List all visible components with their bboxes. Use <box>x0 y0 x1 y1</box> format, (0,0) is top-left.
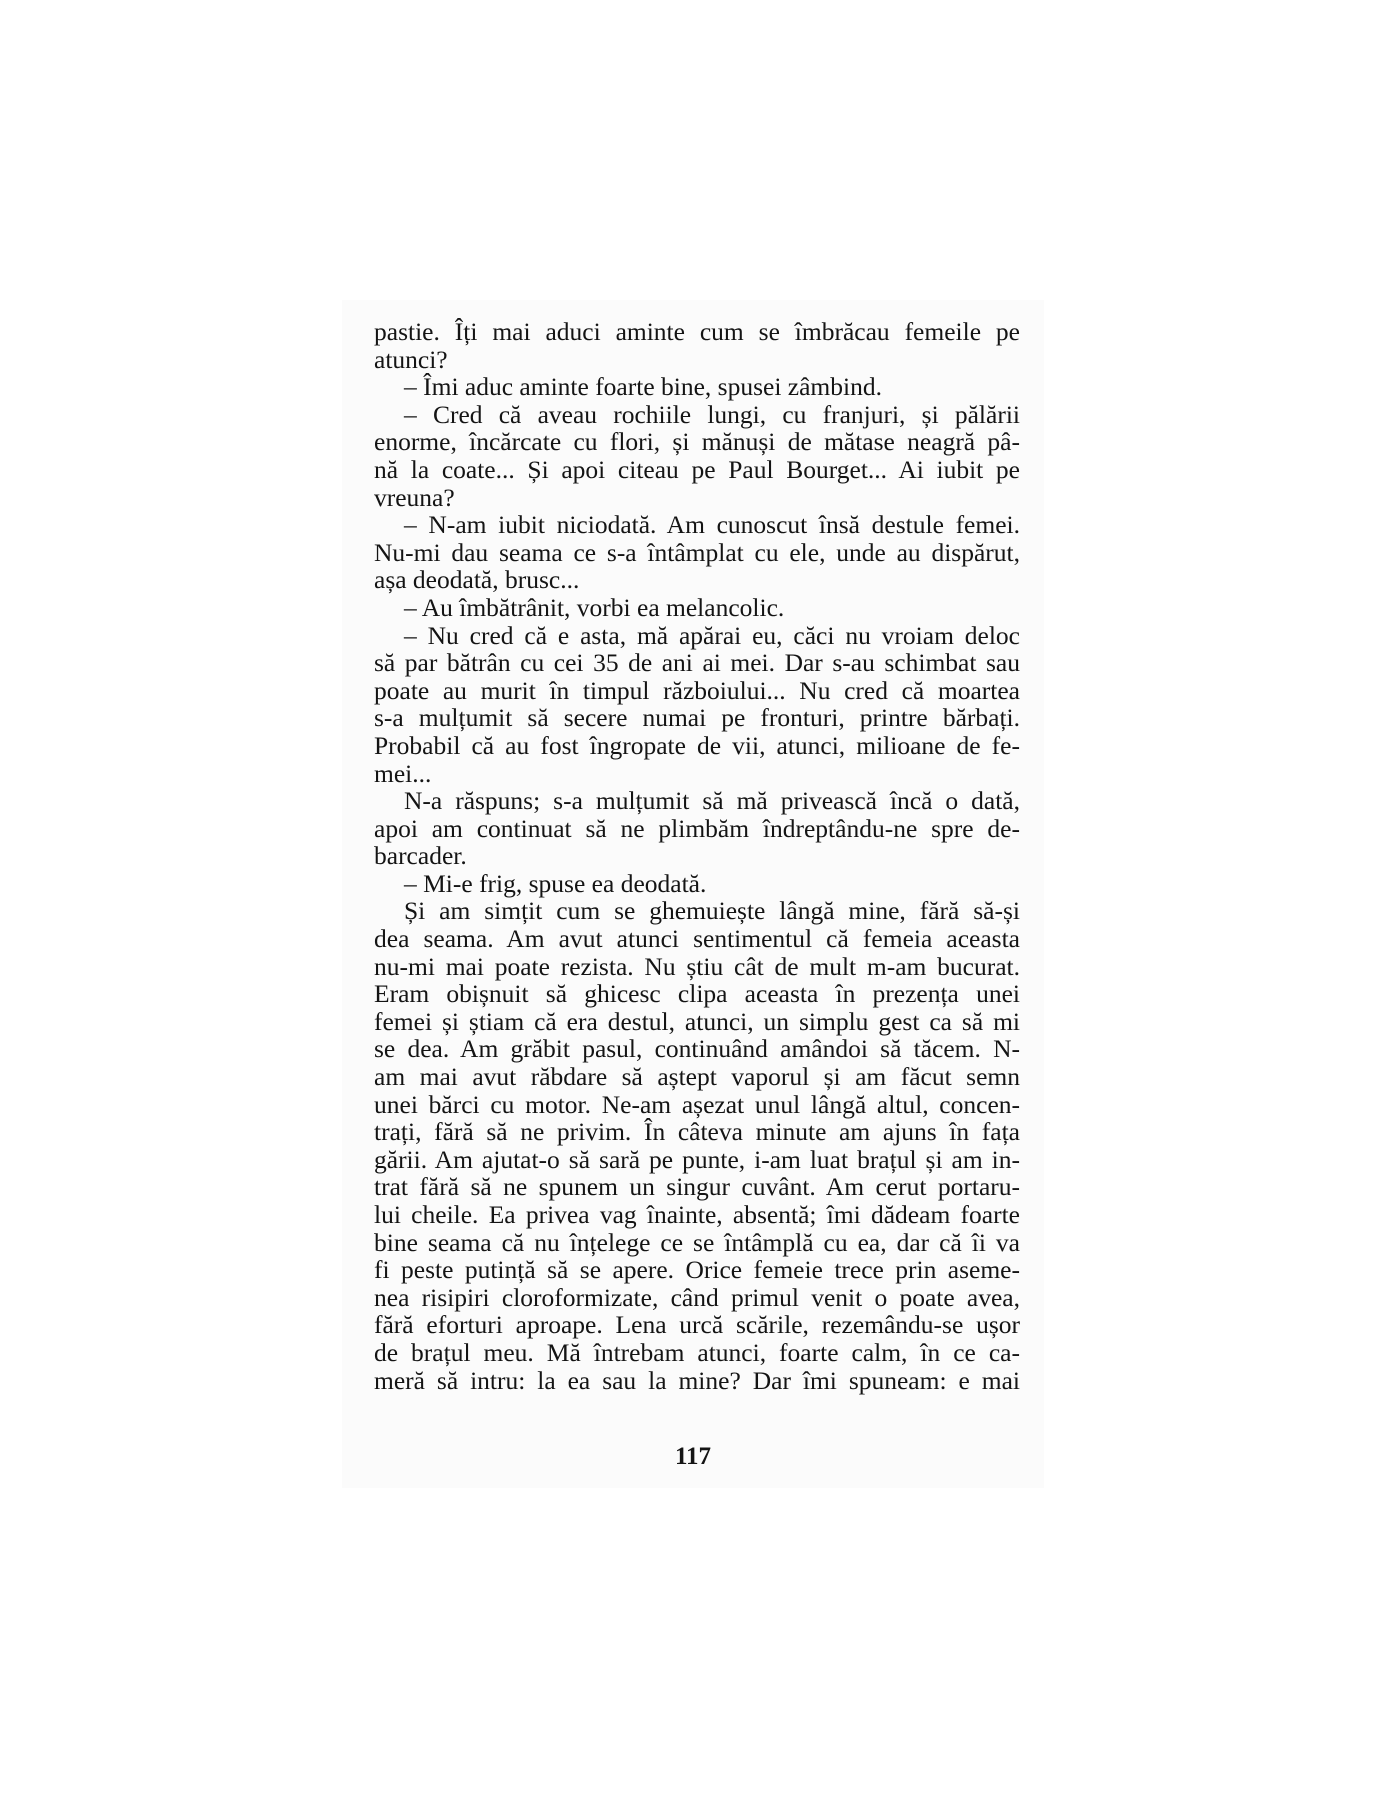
text-line: – Mi-e frig, spuse ea deodată. <box>404 868 707 898</box>
text-line: apoi am continuat să ne plimbăm îndreptându-ne spre de- <box>374 813 1020 843</box>
text-line: Probabil că au fost îngropate de vii, atunci, milioane de fe- <box>374 730 1020 760</box>
text-line: fără eforturi aproape. Lena urcă scările, rezemându-se ușor <box>374 1310 1020 1340</box>
text-line: lui cheile. Ea privea vag înainte, absentă; îmi dădeam foarte <box>374 1200 1020 1229</box>
text-line: Și am simțit cum se ghemuiește lângă mine, fără să-și <box>404 896 1020 926</box>
text-line: nea risipiri cloroformizate, când primul venit o poate avea, <box>374 1282 1020 1312</box>
text-line: nu-mi mai poate rezista. Nu știu cât de mult m-am bucurat. <box>374 951 1020 981</box>
page-number: 117 <box>674 1443 712 1470</box>
text-line: vreuna? <box>374 482 455 512</box>
text-line: – N-am iubit niciodată. Am cunoscut însă destule femei. <box>404 510 1020 540</box>
text-line: bine seama că nu înțelege ce se întâmplă cu ea, dar că îi va <box>374 1227 1020 1257</box>
text-line: pastie. Îți mai aduci aminte cum se îmbrăcau femeile pe <box>374 317 1020 346</box>
text-line: – Au îmbătrânit, vorbi ea melancolic. <box>404 592 785 622</box>
text-line: mei... <box>374 758 432 788</box>
text-line: atunci? <box>374 344 448 374</box>
text-line: am mai avut răbdare să aștept vaporul și am făcut semn <box>374 1062 1020 1092</box>
text-line: barcader. <box>374 841 467 871</box>
text-line: – Cred că aveau rochiile lungi, cu franjuri, și pălării <box>404 399 1020 429</box>
text-line: gării. Am ajutat-o să sară pe punte, i-am luat brațul și am in- <box>374 1144 1020 1174</box>
body-text <box>374 318 1020 1394</box>
text-line: trați, fără să ne privim. În câteva minute am ajuns în fața <box>374 1117 1020 1147</box>
text-line: Nu-mi dau seama ce s-a întâmplat cu ele, unde au dispărut, <box>374 537 1020 567</box>
text-line: dea seama. Am avut atunci sentimentul că femeia aceasta <box>374 924 1020 954</box>
text-line: de brațul meu. Mă întrebam atunci, foarte calm, în ce ca- <box>374 1337 1020 1367</box>
text-line: trat fără să ne spunem un singur cuvânt. Am cerut portaru- <box>374 1172 1020 1202</box>
text-line: așa deodată, brusc... <box>374 565 580 595</box>
text-line: meră să intru: la ea sau la mine? Dar îmi spuneam: e mai <box>374 1365 1020 1395</box>
text-line: poate au murit în timpul războiului... Nu cred că moartea <box>374 675 1020 705</box>
text-line: Eram obișnuit să ghicesc clipa aceasta în prezența unei <box>374 979 1020 1009</box>
text-line: enorme, încărcate cu flori, și mănuși de mătase neagră pâ- <box>374 427 1020 457</box>
text-line: unei bărci cu motor. Ne-am așezat unul lângă altul, concen- <box>374 1089 1020 1119</box>
text-line: nă la coate... Și apoi citeau pe Paul Bourget... Ai iubit pe <box>374 454 1020 484</box>
text-line: N-a răspuns; s-a mulțumit să mă privească încă o dată, <box>404 786 1020 816</box>
text-line: – Îmi aduc aminte foarte bine, spusei zâmbind. <box>404 372 882 402</box>
text-line: – Nu cred că e asta, mă apărai eu, căci nu vroiam deloc <box>404 620 1020 650</box>
text-line: femei și știam că era destul, atunci, un simplu gest ca să mi <box>374 1006 1020 1036</box>
text-line: se dea. Am grăbit pasul, continuând amândoi să tăcem. N- <box>374 1034 1020 1064</box>
text-line: să par bătrân cu cei 35 de ani ai mei. Dar s-au schimbat sau <box>374 648 1020 678</box>
text-line: fi peste putință să se apere. Orice femeie trece prin aseme- <box>374 1255 1020 1285</box>
text-line: s-a mulțumit să secere numai pe fronturi, printre bărbați. <box>374 703 1020 733</box>
